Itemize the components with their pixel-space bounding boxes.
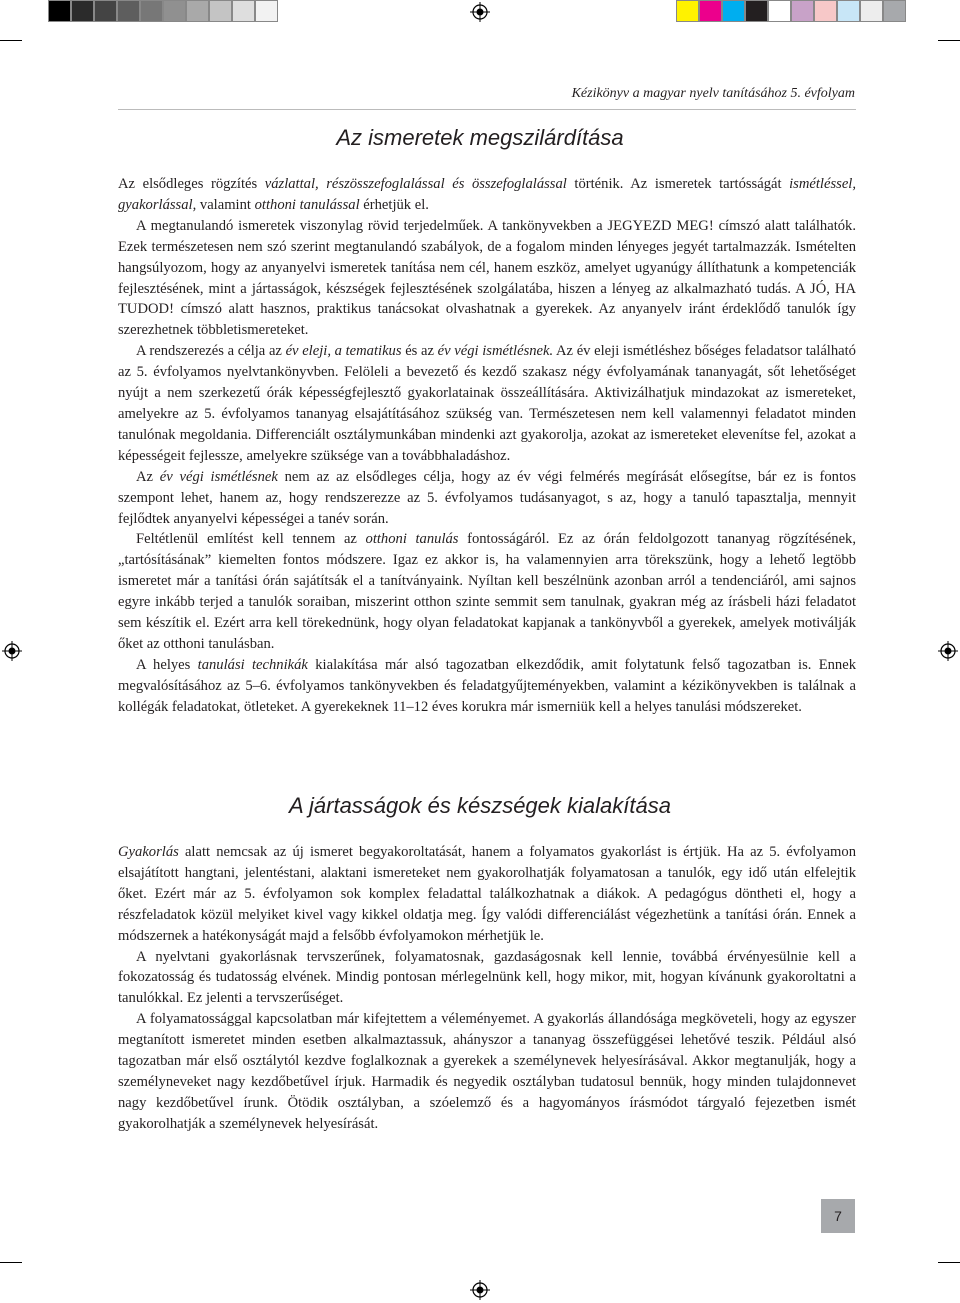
color-swatch bbox=[814, 0, 837, 22]
color-swatch bbox=[676, 0, 699, 22]
color-swatch bbox=[699, 0, 722, 22]
gray-swatch bbox=[186, 0, 209, 22]
paragraph: Az év végi ismétlésnek nem az az elsődleges célja, hogy az év végi felmérés megírását elősegítse, bár ez is fontos szempont lehet, hanem az, hogy rendszerezze az 5. évfolyamos tudásanyagot, s az, hogy a tanuló tapasztalja, mennyit fejlődtek anyanyelvi képességei a tanév során. bbox=[118, 468, 856, 527]
gray-swatch bbox=[94, 0, 117, 22]
paragraph: A folyamatossággal kapcsolatban már kifejtettem a véleményemet. A gyakorlás állandósága megköveteli, hogy az egyszer megtanított ismeretet minden esetben alkalmaztassuk, ahányszor a tananyag összefüggései lehetővé teszik. Például alsó tagozatban már első osztálytól kezdve foglalkoznak a gyerekek a személynevek helyesírásával. Akkor megtanulják, hogy a személyneveket nagy kezdőbetűvel írjuk. Harmadik és negyedik osztályban tudatosul bennük, hogy minden tulajdonnevet nagy kezdőbetűvel írunk. Ötödik osztályban, a szóelemző és a hagyományos írásmódot tárgyaló fejezetben ismét gyakorolhatják a személynevek helyesírását. bbox=[118, 1011, 856, 1132]
paragraph: A megtanulandó ismeretek viszonylag rövid terjedelműek. A tankönyvekben a JEGYEZD MEG! címszó alatt találhatók. Ezek természetesen nem szó szerint megtanulandó szabályok, de a fogalom minden lényeges jegyét tartalmazzák. Ismételten hangsúlyozom, hogy az anyanyelvi ismeretek tanítása nem cél, hanem eszköz, amelyet ugyanúgy állíthatunk a kompetenciák fejlesztésének, mint a jártasságok, készségek fejlesztésének szolgálatába, hiszen a lényeg az alkalmazható tudás. A JÓ, HA TUDOD! címszó alatt hasznos, praktikus tanácsokat olvashatnak a gyerekek. Az anyanyelv iránt érdeklődő tanulók így szerezhetnek többletismereteket. bbox=[118, 217, 856, 339]
paragraph: Gyakorlás alatt nemcsak az új ismeret begyakoroltatását, hanem a folyamatos gyakorlást is értjük. Ha az 5. évfolyamon elsajátított hangtani, jelentéstani, alaktani ismereteket nem gyakorolhatják folyamatosan a tanulók, egy idő után elfelejtik őket. Ezért már az 5. évfolyamon sok komplex feladattal találkozhatnak a diákok. A pedagógus döntheti el, hogy a részfeladatok közül melyiket kivel vagy kikkel oldatja meg. Így valódi differenciálást végezhetünk a tanítási órán. Ennek a módszernek a hatékonyságát majd a felsőbb évfolyamokon mérhetjük le. bbox=[118, 844, 856, 944]
crop-mark bbox=[0, 1262, 22, 1263]
registration-mark-icon bbox=[2, 641, 22, 661]
gray-swatch bbox=[117, 0, 140, 22]
gray-swatch bbox=[71, 0, 94, 22]
gray-swatch bbox=[209, 0, 232, 22]
section-title: Az ismeretek megszilárdítása bbox=[336, 125, 624, 150]
registration-mark-icon bbox=[938, 641, 958, 661]
gray-swatch bbox=[232, 0, 255, 22]
color-swatch bbox=[745, 0, 768, 22]
gray-swatch bbox=[163, 0, 186, 22]
crop-mark bbox=[0, 40, 22, 41]
color-swatch bbox=[883, 0, 906, 22]
section-body bbox=[118, 174, 856, 718]
paragraph: Az elsődleges rögzítés vázlattal, részösszefoglalással és összefoglalással történik. Az ismeretek tartósságát ismétléssel, gyakorlással, valamint otthoni tanulással érhetjük el. bbox=[118, 176, 857, 213]
color-calibration-bar bbox=[676, 0, 906, 22]
crop-mark bbox=[938, 1262, 960, 1263]
header-rule bbox=[118, 109, 856, 110]
running-header: Kézikönyv a magyar nyelv tanításához 5. évfolyam bbox=[571, 86, 855, 101]
gray-swatch bbox=[48, 0, 71, 22]
color-swatch bbox=[837, 0, 860, 22]
paragraph: Feltétlenül említést kell tennem az otthoni tanulás fontosságáról. Ez az órán feldolgozott tananyag rögzítésének, „tartósításának” kiemelten fontos módszere. Igaz ez akkor is, ha valamennyien arra törekszünk, hogy a lehető legtöbb ismeretet már a tanítási órán sajátítsák el a tanítványaink. Nyíltan kell beszélnünk azonban arról a tendenciáról, ami sajnos egyre inkább terjed a tanulók soraiban, miszerint otthon szinte semmit sem tanulnak, gyakran még az írásbeli házi feladatot sem készítik el. Ezért arra kell törekednünk, hogy olyan feladatokat kapjanak a tankönyvből a gyerekek, amelyek motiválják őket az otthoni tanulásban. bbox=[118, 531, 856, 652]
gray-swatch bbox=[255, 0, 278, 22]
paragraph: A rendszerezés a célja az év eleji, a tematikus és az év végi ismétlésnek. Az év eleji ismétléshez bőséges feladatsor található az 5. évfolyamos nyelvtankönyvben. Felöleli a bevezető és kezdő szakasz négy évfolyamának tananyagát, sőt lehetőséget nyújt a nem szerkezetű órák képességfejlesztő gyakorlatainak összeállítására. Aktivizálhatjuk mindazokat az ismereteket, amelyekre az 5. évfolyamos tananyag elsajátításához szükség van. Természetesen nem kell valamennyi feladatot minden tanulónak megoldania. Differenciált osztálymunkában mindenki azt gyakorolja, azokat az ismereteket elevenítse fel, azokat a képességeit fejlessze, amelyekre szüksége van a továbbhaladáshoz. bbox=[118, 343, 856, 464]
crop-mark bbox=[938, 40, 960, 41]
gray-swatch bbox=[140, 0, 163, 22]
color-swatch bbox=[791, 0, 814, 22]
grayscale-calibration-bar bbox=[48, 0, 278, 22]
registration-mark-icon bbox=[470, 1280, 490, 1300]
section-body bbox=[118, 842, 856, 1135]
section-title: A jártasságok és készségek kialakítása bbox=[289, 793, 671, 818]
color-swatch bbox=[860, 0, 883, 22]
paragraph: A nyelvtani gyakorlásnak tervszerűnek, folyamatosnak, gazdaságosnak kell lennie, továbbá érvényesülnie kell a fokozatosság és tudatosság elvének. Mindig pontosan mérlegelnünk kell, hogy mikor, mit, hogyan kívánunk gyakoroltatni a tanulókkal. Ez jelenti a tervszerűséget. bbox=[118, 948, 856, 1007]
registration-mark-icon bbox=[470, 2, 490, 22]
page-number: 7 bbox=[821, 1199, 855, 1233]
color-swatch bbox=[722, 0, 745, 22]
color-swatch bbox=[768, 0, 791, 22]
paragraph: A helyes tanulási technikák kialakítása már alsó tagozatban elkezdődik, amit folytatunk felső tagozatban is. Ennek megvalósításához az 5–6. évfolyamos tankönyvekben és feladatgyűjteményekben, valamint a kézikönyvekben is találnak a kollégák feladatokat, ötleteket. A gyerekeknek 11–12 éves korukra már ismerniük kell a helyes tanulási módszereket. bbox=[118, 656, 857, 715]
